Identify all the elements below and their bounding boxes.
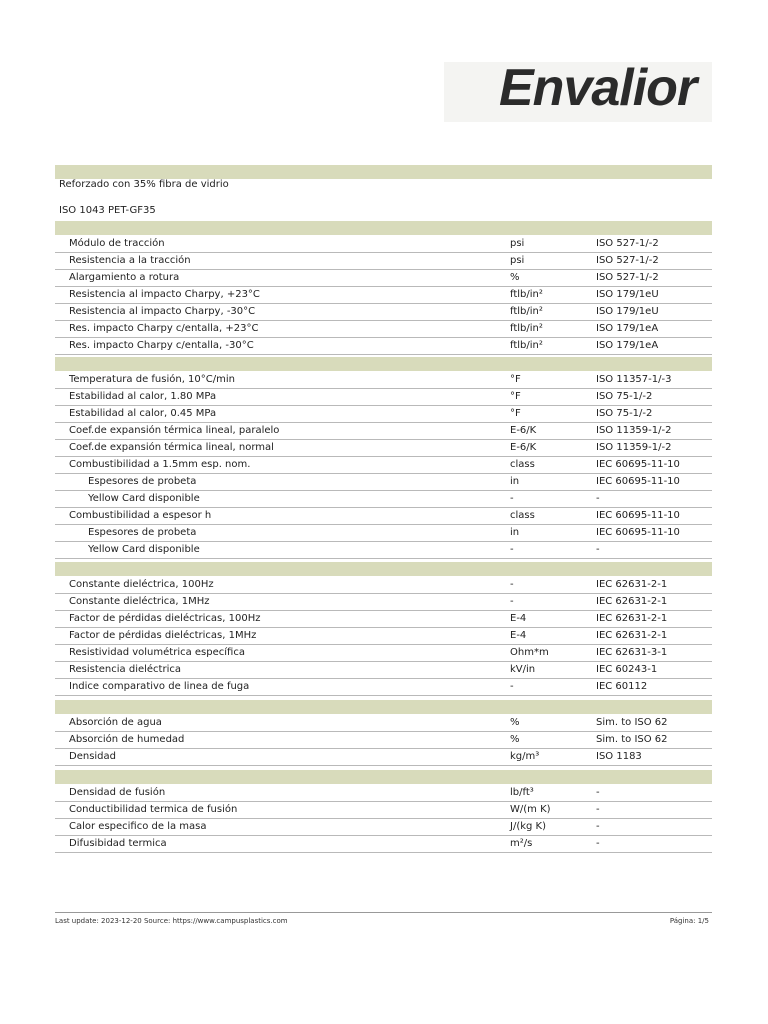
- property-unit: %: [510, 734, 520, 745]
- property-unit: E-4: [510, 630, 527, 641]
- property-name: Resistencia al impacto Charpy, +23°C: [69, 289, 260, 300]
- property-unit: psi: [510, 255, 525, 266]
- property-standard: ISO 1183: [596, 751, 642, 762]
- property-row: [55, 269, 712, 287]
- property-standard: -: [596, 821, 600, 832]
- property-standard: ISO 179/1eA: [596, 340, 659, 351]
- property-name: Resistencia al impacto Charpy, -30°C: [69, 306, 256, 317]
- property-row: [55, 235, 712, 253]
- property-standard: ISO 75-1/-2: [596, 408, 653, 419]
- property-standard: Sim. to ISO 62: [596, 717, 668, 728]
- property-row: [55, 835, 712, 853]
- property-unit: ftlb/in²: [510, 323, 543, 334]
- property-name: Conductibilidad termica de fusión: [69, 804, 238, 815]
- property-name: Calor especifico de la masa: [69, 821, 207, 832]
- property-name: Alargamiento a rotura: [69, 272, 180, 283]
- property-name: Yellow Card disponible: [88, 493, 200, 504]
- property-name: Resistencia a la tracción: [69, 255, 191, 266]
- property-standard: ISO 11359-1/-2: [596, 442, 672, 453]
- property-unit: kg/m³: [510, 751, 540, 762]
- property-name: Factor de pérdidas dieléctricas, 1MHz: [69, 630, 257, 641]
- property-unit: °F: [510, 391, 521, 402]
- property-row: [55, 388, 712, 406]
- property-standard: -: [596, 787, 600, 798]
- property-name: Densidad: [69, 751, 117, 762]
- property-standard: -: [596, 493, 600, 504]
- property-unit: ftlb/in²: [510, 340, 543, 351]
- property-row: [55, 456, 712, 474]
- property-name: Absorción de agua: [69, 717, 162, 728]
- property-row: [55, 422, 712, 440]
- property-standard: ISO 11359-1/-2: [596, 425, 672, 436]
- property-name: Absorción de humedad: [69, 734, 185, 745]
- property-row: [55, 818, 712, 836]
- property-unit: class: [510, 510, 535, 521]
- property-unit: -: [510, 493, 514, 504]
- property-unit: lb/ft³: [510, 787, 534, 798]
- property-row: [55, 490, 712, 508]
- property-standard: IEC 60695-11-10: [596, 527, 680, 538]
- property-unit: °F: [510, 374, 521, 385]
- property-name: Estabilidad al calor, 0.45 MPa: [69, 408, 217, 419]
- property-name: Res. impacto Charpy c/entalla, -30°C: [69, 340, 254, 351]
- property-unit: -: [510, 681, 514, 692]
- property-standard: ISO 527-1/-2: [596, 272, 659, 283]
- property-row: [55, 610, 712, 628]
- property-name: Estabilidad al calor, 1.80 MPa: [69, 391, 217, 402]
- property-name: Coef.de expansión térmica lineal, paralelo: [69, 425, 280, 436]
- material-designation: ISO 1043 PET-GF35: [59, 205, 156, 216]
- property-unit: °F: [510, 408, 521, 419]
- property-standard: IEC 60695-11-10: [596, 510, 680, 521]
- property-row: [55, 286, 712, 304]
- property-name: Combustibilidad a 1.5mm esp. nom.: [69, 459, 251, 470]
- property-name: Espesores de probeta: [88, 527, 197, 538]
- property-row: [55, 748, 712, 766]
- property-standard: IEC 60243-1: [596, 664, 658, 675]
- brand-logo: Envalior: [499, 59, 697, 117]
- property-row: [55, 593, 712, 611]
- property-row: [55, 784, 712, 802]
- property-standard: Sim. to ISO 62: [596, 734, 668, 745]
- property-standard: ISO 75-1/-2: [596, 391, 653, 402]
- property-name: Constante dieléctrica, 1MHz: [69, 596, 210, 607]
- property-standard: -: [596, 804, 600, 815]
- property-name: Coef.de expansión térmica lineal, normal: [69, 442, 274, 453]
- property-name: Densidad de fusión: [69, 787, 166, 798]
- property-row: [55, 473, 712, 491]
- footer-source: Last update: 2023-12-20 Source: https://www.campusplastics.com: [55, 917, 288, 925]
- property-name: Módulo de tracción: [69, 238, 165, 249]
- property-row: [55, 731, 712, 749]
- property-row: [55, 541, 712, 559]
- property-standard: ISO 179/1eA: [596, 323, 659, 334]
- property-standard: ISO 527-1/-2: [596, 255, 659, 266]
- property-unit: -: [510, 596, 514, 607]
- material-description: Reforzado con 35% fibra de vidrio: [59, 179, 229, 190]
- property-row: [55, 576, 712, 594]
- property-standard: IEC 60695-11-10: [596, 459, 680, 470]
- property-standard: IEC 62631-3-1: [596, 647, 668, 658]
- property-standard: -: [596, 544, 600, 555]
- footer-divider: [55, 912, 712, 913]
- property-standard: ISO 179/1eU: [596, 289, 659, 300]
- property-unit: E-6/K: [510, 442, 537, 453]
- property-name: Constante dieléctrica, 100Hz: [69, 579, 214, 590]
- property-standard: ISO 11357-1/-3: [596, 374, 672, 385]
- property-row: [55, 337, 712, 355]
- property-unit: %: [510, 717, 520, 728]
- section-band: [55, 562, 712, 576]
- property-unit: in: [510, 527, 520, 538]
- header-band: [55, 165, 712, 179]
- property-row: [55, 405, 712, 423]
- property-row: [55, 439, 712, 457]
- property-row: [55, 627, 712, 645]
- property-name: Res. impacto Charpy c/entalla, +23°C: [69, 323, 259, 334]
- property-unit: ftlb/in²: [510, 289, 543, 300]
- property-unit: ftlb/in²: [510, 306, 543, 317]
- property-row: [55, 644, 712, 662]
- property-name: Resistencia dieléctrica: [69, 664, 181, 675]
- property-row: [55, 320, 712, 338]
- property-unit: -: [510, 579, 514, 590]
- property-name: Combustibilidad a espesor h: [69, 510, 212, 521]
- property-standard: IEC 62631-2-1: [596, 630, 668, 641]
- property-row: [55, 524, 712, 542]
- property-name: Factor de pérdidas dieléctricas, 100Hz: [69, 613, 261, 624]
- section-band: [55, 357, 712, 371]
- property-standard: IEC 62631-2-1: [596, 596, 668, 607]
- property-standard: IEC 60112: [596, 681, 648, 692]
- property-unit: J/(kg K): [510, 821, 546, 832]
- section-band: [55, 700, 712, 714]
- section-band: [55, 770, 712, 784]
- property-row: [55, 303, 712, 321]
- property-unit: psi: [510, 238, 525, 249]
- property-standard: IEC 62631-2-1: [596, 579, 668, 590]
- property-name: Difusibidad termica: [69, 838, 167, 849]
- property-name: Espesores de probeta: [88, 476, 197, 487]
- property-unit: E-6/K: [510, 425, 537, 436]
- property-unit: in: [510, 476, 520, 487]
- property-unit: W/(m K): [510, 804, 551, 815]
- property-name: Resistividad volumétrica específica: [69, 647, 245, 658]
- property-unit: -: [510, 544, 514, 555]
- property-unit: m²/s: [510, 838, 533, 849]
- property-name: Yellow Card disponible: [88, 544, 200, 555]
- property-unit: %: [510, 272, 520, 283]
- property-row: [55, 252, 712, 270]
- property-unit: class: [510, 459, 535, 470]
- property-standard: IEC 60695-11-10: [596, 476, 680, 487]
- property-row: [55, 507, 712, 525]
- property-row: [55, 661, 712, 679]
- property-row: [55, 678, 712, 696]
- property-unit: E-4: [510, 613, 527, 624]
- property-row: [55, 714, 712, 732]
- property-name: Temperatura de fusión, 10°C/min: [69, 374, 235, 385]
- property-unit: kV/in: [510, 664, 536, 675]
- section-band: [55, 221, 712, 235]
- property-row: [55, 371, 712, 389]
- property-standard: IEC 62631-2-1: [596, 613, 668, 624]
- property-standard: -: [596, 838, 600, 849]
- property-standard: ISO 179/1eU: [596, 306, 659, 317]
- property-name: Indice comparativo de linea de fuga: [69, 681, 250, 692]
- property-unit: Ohm*m: [510, 647, 549, 658]
- property-row: [55, 801, 712, 819]
- page-number: Página: 1/5: [669, 917, 709, 925]
- property-standard: ISO 527-1/-2: [596, 238, 659, 249]
